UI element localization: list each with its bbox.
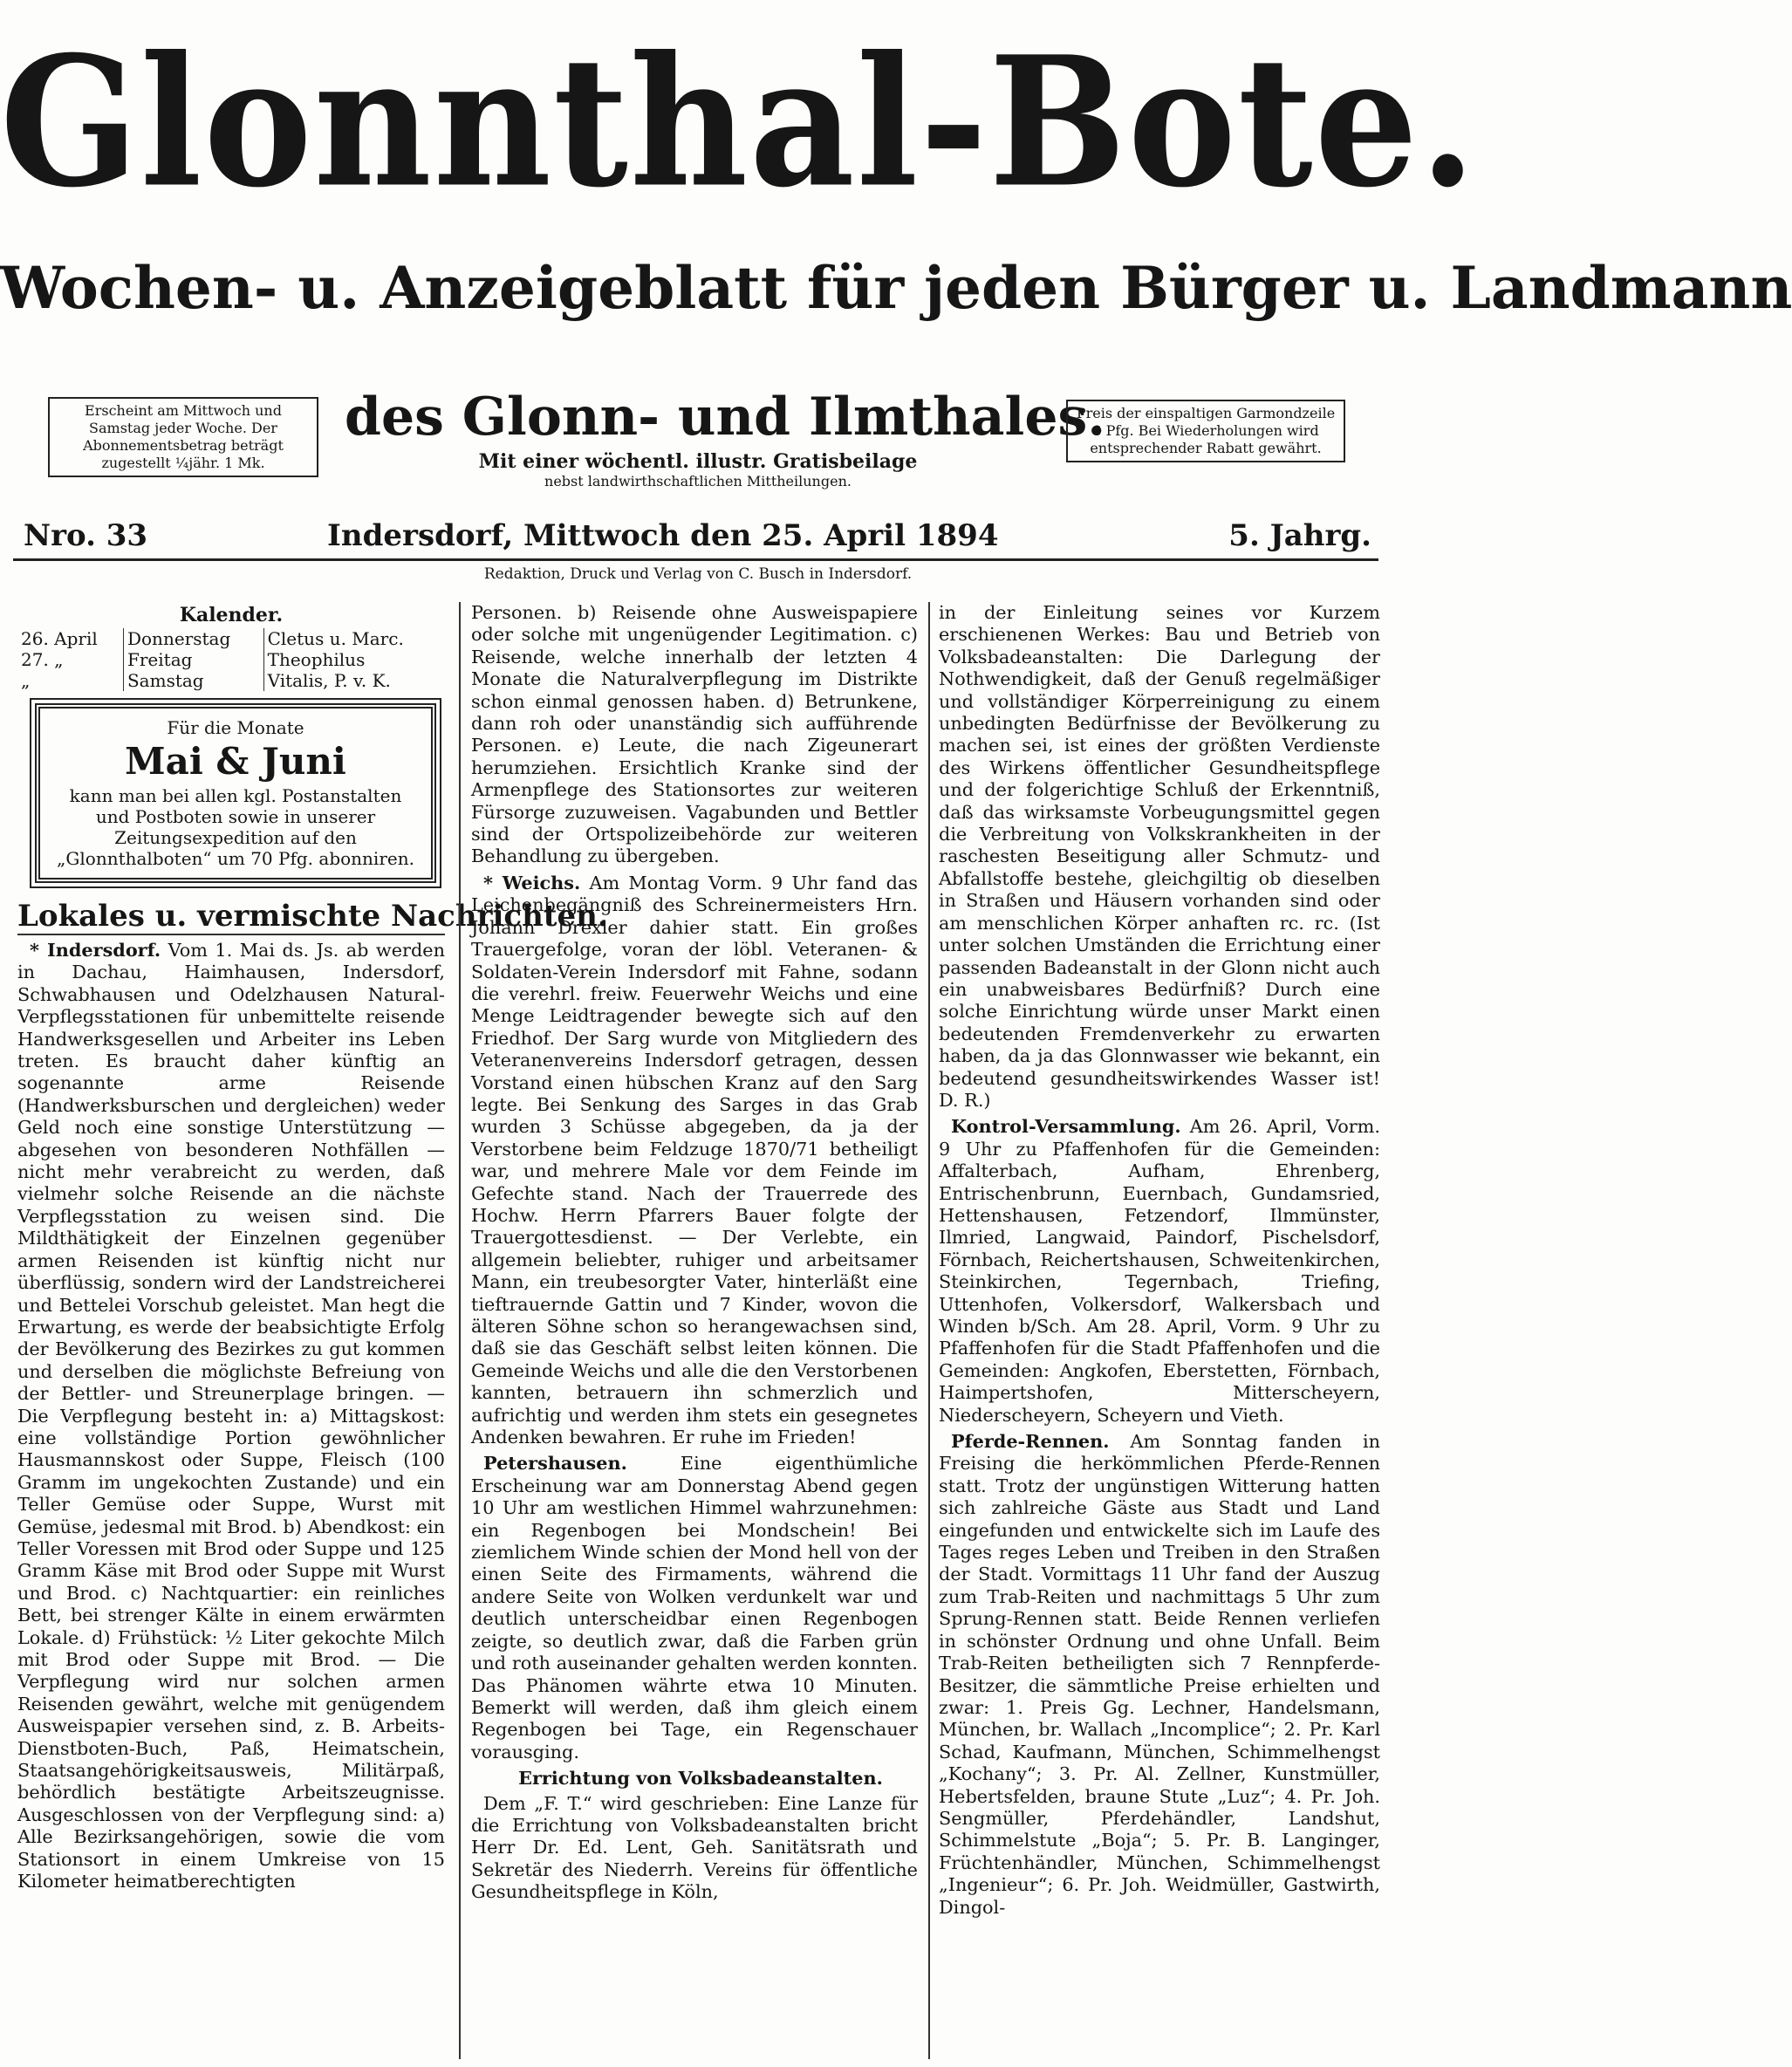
- article-heading: * Weichs.: [483, 871, 581, 893]
- column-2: [471, 602, 918, 1907]
- calendar-table: [17, 628, 445, 691]
- calendar-row: [17, 628, 445, 649]
- article-text: Am Montag Vorm. 9 Uhr fand das Leichenbegängniß des Schreinermeisters Hrn. Johann Drexler dahier statt. Ein großes Trauergefolge, voran der löbl. Veteranen- & Soldaten-Verein Indersdorf mit Fahne, sodann die verehrl. freiw. Feuerwehr Weichs und eine Menge Leidtragender bewegte sich auf den Friedhof. Der Sarg wurde von Mitgliedern des Veteranenvereins Indersdorf getragen, dessen Vorstand einen hübschen Kranz auf den Sarg legte. Bei Senkung des Sarges in das Grab wurden 3 Schüsse abgegeben, da ja der Verstorbene beim Feldzuge 1870/71 betheiligt war, und mehrere Male vor dem Feinde im Gefechte stand. Nach der Trauerrede des Hochw. Herrn Pfarrers Bauer folgte der Trauergottesdienst. — Der Verlebte, ein allgemein beliebter, ruhiger und arbeitsamer Mann, ein treubesorgter Vater, hinterläßt eine tieftrauernde Gattin und 7 Kinder, wovon die älteren Söhne schon so herangewachsen sind, daß sie das Geschäft selbst leiten können. Die Gemeinde Weichs und alle die den Verstorbenen kannten, betrauern ihn schmerzlich und aufrichtig und werden ihm stets ein gesegnetes Andenken bewahren. Er ruhe im Frieden!: [471, 872, 918, 1448]
- article-text: Eine eigenthümliche Erscheinung war am Donnerstag Abend gegen 10 Uhr am westlichen Himmel wahrzunehmen: ein Regenbogen bei Mondschein! Bei ziemlichem Winde schien der Mond hell von der einen Seite des Firmaments, während die andere Seite von Wolken verdunkelt war und deutlich unterscheidbar einen Regenbogen zeigte, so deutlich zwar, daß die Farben grün und roth auseinander gehalten werden konnten. Das Phänomen währte etwa 10 Minuten. Bemerkt will werden, daß ihm gleich einem Regenbogen bei Tage, ein Regenschauer vorausging.: [471, 1453, 918, 1762]
- section-heading: Lokales u. vermischte Nachrichten.: [17, 899, 608, 934]
- article-text: Am 26. April, Vorm. 9 Uhr zu Pfaffenhofen für die Gemeinden: Affalterbach, Aufham, Ehrenberg, Entrischenbrunn, Euernbach, Gundamsried, Hettenshausen, Fetzendorf, Ilmmünster, Ilmried, Langwaid, Paindorf, Pischelsdorf, Förnbach, Reichertshausen, Schweitenkirchen, Steinkirchen, Tegernbach, Triefing, Uttenhofen, Volkersdorf, Walkersbach und Winden b/Sch. Am 28. April, Vorm. 9 Uhr zu Pfaffenhofen für die Stadt Pfaffenhofen und die Gemeinden: Angkofen, Eberstetten, Förnbach, Haimpertshofen, Mitterscheyern, Niederscheyern, Scheyern und Vieth.: [939, 1116, 1380, 1426]
- article-text: in der Einleitung seines vor Kurzem erschienenen Werkes: Bau und Betrieb von Volksbadeanstalten: Die Darlegung der Nothwendigkeit, daß der Genuß regelmäßiger und vollständiger Körperreinigung zu einem unbedingten Bedürfnisse der Bevölkerung zu machen sei, ist eines der größten Verdienste des Wirkens öffentlicher Gesundheitspflege und der folgerichtige Schluß der Erkenntniß, daß das wirksamste Vorbeugungsmittel gegen die Verbreitung von Volkskrankheiten in der raschesten Beseitigung aller Schmutz- und Abfallstoffe bestehe, gleichgiltig ob dieselben in Straßen und Häusern vorhanden sind oder am menschlichen Körper anhaften rc. rc. (Ist unter solchen Umständen die Errichtung einer passenden Badeanstalt in der Glonn nicht auch ein unabweisbares Bedürfniß? Durch eine solche Einrichtung würde unser Markt einen bedeutenden Fremdenverkehr zu erwarten haben, da ja das Glonnwasser wie bekannt, ein bedeutend gesundheitswirkendes Wasser ist! D. R.): [939, 602, 1380, 1111]
- calendar-saint: Cletus u. Marc.: [263, 628, 445, 649]
- calendar-saint: Theophilus: [263, 649, 445, 670]
- calendar-title: Kalender.: [179, 604, 284, 626]
- article-text: Am Sonntag fanden in Freising die herkömmlichen Pferde-Rennen statt. Trotz der ungünstigen Witterung hatten sich zahlreiche Gäste aus Stadt und Land eingefunden und entwickelte sich im Laufe des Tages reges Leben und Treiben in den Straßen der Stadt. Vormittags 11 Uhr fand der Auszug zum Trab-Reiten und nachmittags 5 Uhr zum Sprung-Rennen statt. Beide Rennen verliefen in schönster Ordnung und ohne Unfall. Beim Trab-Reiten betheiligten sich 7 Rennpferde-Besitzer, die sämmtliche Preise erhielten und zwar: 1. Preis Gg. Lechner, Handelsmann, München, br. Wallach „Incomplice“; 2. Pr. Karl Schad, Kaufmann, München, Schimmelhengst „Kochany“; 3. Pr. Al. Zellner, Kunstmüller, Hebertsfelden, braune Stute „Luz“; 4. Pr. Joh. Sengmüller, Pferdehändler, Landshut, Schimmelstute „Boja“; 5. Pr. B. Langinger, Früchtenhändler, München, Schimmelhengst „Ingenieur“; 6. Pr. Joh. Weidmüller, Gastwirth, Dingol-: [939, 1431, 1380, 1918]
- subscription-info-text: Erscheint am Mittwoch und Samstag jeder Woche. Der Abonnementsbetrag beträgt zugestellt ¼jähr. 1 Mk.: [83, 402, 284, 471]
- calendar-day: Samstag: [123, 670, 263, 691]
- subscription-info-box: [48, 397, 318, 477]
- article-indersdorf: [17, 939, 445, 1892]
- article-petershausen: [471, 1452, 918, 1763]
- newspaper-title: Glonnthal-Bote.: [0, 17, 1478, 227]
- article-heading: Petershausen.: [483, 1452, 627, 1475]
- calendar-date: „: [21, 670, 31, 691]
- article-kontrol: [939, 1115, 1380, 1427]
- region-block: [345, 384, 1106, 490]
- article-weichs: [471, 872, 918, 1449]
- calendar-row: [17, 670, 445, 691]
- notice-months: Mai & Juni: [125, 740, 346, 783]
- article-pferde: [939, 1430, 1380, 1919]
- dateline: [13, 518, 1378, 561]
- article-text: Vom 1. Mai ds. Js. ab werden in Dachau, Haimhausen, Indersdorf, Schwabhausen und Odelzhausen Natural-Verpflegsstationen für unbemittelte reisende Handwerksgesellen und Arbeiter ins Leben treten. Es braucht daher künftig an sogenannte arme Reisende (Handwerksburschen und dergleichen) weder Geld noch eine sonstige Unterstützung — abgesehen von besonderen Nothfällen — nicht mehr verabreicht zu werden, daß vielmehr solche Reisende an die nächste Verpflegsstation zu weisen sind. Die Mildthätigkeit der Einzelnen gegenüber armen Reisenden ist künftig nicht nur überflüssig, sondern wird der Landstreicherei und Bettelei Vorschub geleistet. Man hegt die Erwartung, es werde der beabsichtigte Erfolg der Bevölkerung des Bezirkes zu gut kommen und derselben die möglichste Befreiung von der Bettler- und Streunerplage bringen. — Die Verpflegung besteht in: a) Mittagskost: eine vollständige Portion gewöhnlicher Hausmannskost oder Suppe, Fleisch (100 Gramm im ungekochten Zustande) und ein Teller Gemüse oder Suppe, Wurst mit Gemüse, jedesmal mit Brod. b) Abendkost: ein Teller Voressen mit Brod oder Suppe und 125 Gramm Käse mit Brod oder Suppe mit Wurst und Brod. c) Nachtquartier: ein reinliches Bett, bei strenger Kälte in einem erwärmten Lokale. d) Frühstück: ½ Liter gekochte Milch mit Brod oder Suppe mit Brod. — Die Verpflegung wird nur solchen armen Reisenden gewährt, welche mit genügendem Ausweispapier versehen sind, z. B. Arbeits- Dienstboten-Buch, Paß, Heimatschein, Staatsangehörigkeitsausweis, Militärpaß, behördlich bestätigte Arbeitszeugnisse. Ausgeschlossen von der Verpflegung sind: a) Alle Bezirksangehörigen, sowie die vom Stationsort in einem Umkreise von 15 Kilometer heimatberechtigten: [17, 940, 445, 1892]
- column-rule: [928, 602, 930, 2059]
- article-text: Dem „F. T.“ wird geschrieben: Eine Lanze für die Errichtung von Volksbadeanstalten bricht Herr Dr. Ed. Lent, Geh. Sanitätsrath und Sekretär des Niederrh. Vereins für öffentliche Gesundheitspflege in Köln,: [471, 1792, 918, 1903]
- column-3: [939, 602, 1380, 1922]
- subscription-notice: [35, 703, 436, 883]
- article-continuation: [939, 602, 1380, 1112]
- region-title: des Glonn- und Ilmthales.: [345, 387, 1106, 448]
- newspaper-subtitle: Wochen- u. Anzeigeblatt für jeden Bürger u. Landmann: [0, 254, 1792, 322]
- article-text: Personen. b) Reisende ohne Ausweispapiere oder solche mit ungenügender Legitimation. c) Reisende, welche innerhalb der letzten 4 Monate die Naturalverpflegung im Distrikte schon einmal genossen haben. d) Betrunkene, dann roh oder unanständig sich aufführende Personen. e) Leute, die nach Zigeunerart herumziehen. Ersichtlich Kranke sind der Armenpflege des Stationsortes zur weiteren Fürsorge zuzuweisen. Vagabunden und Bettler sind der Ortspolizeibehörde zur weiteren Behandlung zu übergeben.: [471, 602, 918, 867]
- advert-price-box: [1066, 400, 1345, 462]
- notice-intro: Für die Monate: [167, 717, 304, 738]
- supplement-subline: nebst landwirthschaftlichen Mittheilungen.: [544, 473, 852, 489]
- calendar-saint: Vitalis, P. v. K.: [263, 670, 445, 691]
- advert-price-text: Preis der einspaltigen Garmondzeile 8 Pfg. Bei Wiederholungen wird entsprechender Rabatt gewährt.: [1076, 405, 1336, 456]
- calendar-day: Freitag: [123, 649, 263, 670]
- calendar-row: [17, 649, 445, 670]
- article-heading: Errichtung von Volksbadeanstalten.: [518, 1767, 883, 1790]
- supplement-line: Mit einer wöchentl. illustr. Gratisbeilage: [478, 450, 918, 473]
- imprint: Redaktion, Druck und Verlag von C. Busch in Indersdorf.: [483, 565, 913, 583]
- column-rule: [459, 602, 461, 2059]
- place-date: Indersdorf, Mittwoch den 25. April 1894: [327, 518, 999, 553]
- article-continuation: [471, 602, 918, 868]
- article-heading: Kontrol-Versammlung.: [951, 1115, 1181, 1138]
- calendar-day: Donnerstag: [123, 628, 263, 649]
- article-volksbad: [471, 1793, 918, 1904]
- calendar-date: 26. April: [21, 628, 98, 649]
- masthead: [0, 17, 1792, 323]
- volume-year: 5. Jahrg.: [1228, 518, 1371, 553]
- calendar-date: 27. „: [21, 649, 64, 670]
- notice-text: kann man bei allen kgl. Postanstalten und Postboten sowie in unserer Zeitungsexpedition auf den „Glonnthalboten“ um 70 Pfg. abonniren.: [57, 785, 414, 869]
- article-heading: * Indersdorf.: [30, 939, 161, 961]
- issue-number: Nro. 33: [24, 518, 148, 553]
- article-heading: Pferde-Rennen.: [951, 1430, 1110, 1453]
